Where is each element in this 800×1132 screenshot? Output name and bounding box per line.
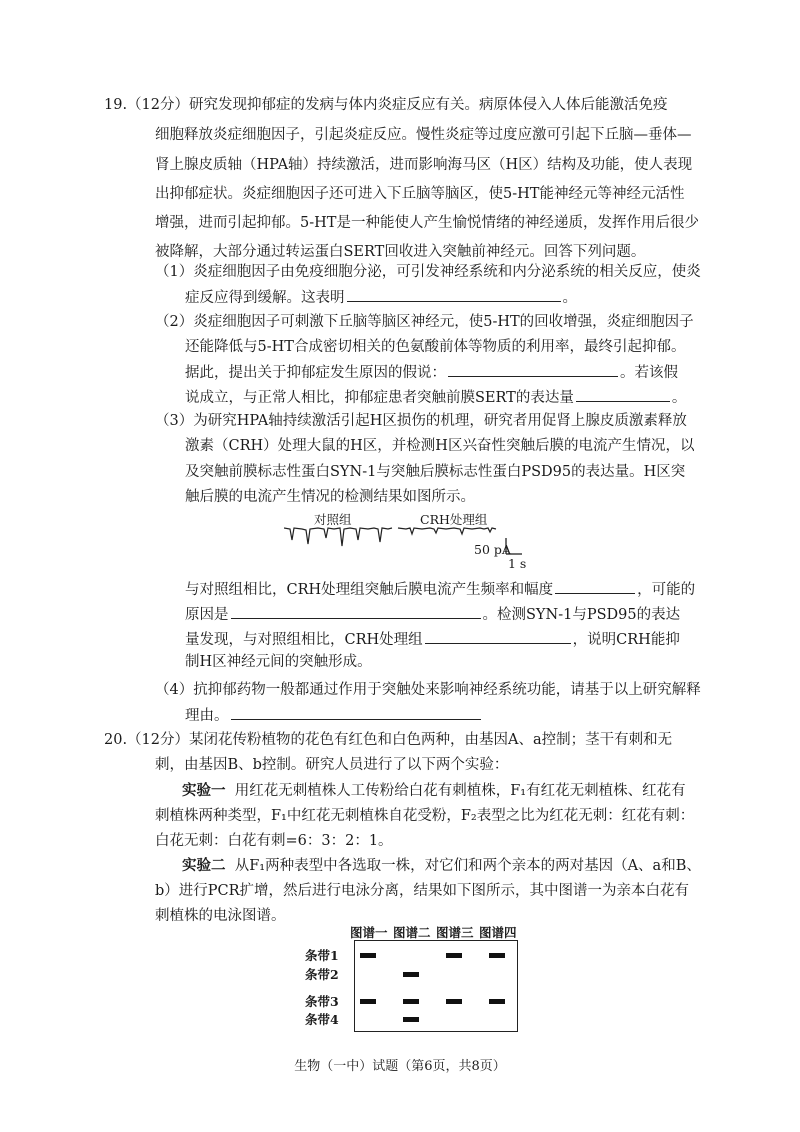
q19-part3-text-end: ，说明CRH能抑 bbox=[572, 632, 680, 648]
exp2-line-2: b）进行PCR扩增，然后进行电泳分离，结果如下图所示，其中图谱一为亲本白花有 bbox=[155, 883, 690, 899]
q19-part3-text: 原因是 bbox=[185, 607, 229, 623]
exp2-line-3: 刺植株的电泳图谱。 bbox=[155, 908, 286, 924]
q19-part1-line-1: （1）炎症细胞因子由免疫细胞分泌，可引发神经系统和内分泌系统的相关反应，使炎 bbox=[155, 264, 701, 280]
q19-part2-line-4 bbox=[185, 386, 686, 408]
q19-part4-line-2 bbox=[185, 704, 483, 726]
punct: 。 bbox=[562, 290, 577, 306]
exp1-title: 实验一 bbox=[182, 782, 226, 799]
q19-part2-text-end: 。若该假 bbox=[620, 365, 678, 381]
gel-band-lane3-band3 bbox=[446, 999, 462, 1004]
answer-blank-1[interactable] bbox=[347, 286, 561, 302]
answer-blank-7[interactable] bbox=[231, 704, 481, 720]
q19-part3-line-4: 触后膜的电流产生情况的检测结果如图所示。 bbox=[185, 489, 475, 505]
q20-line-1: 20.（12分）某闭花传粉植物的花色有红色和白色两种，由基因A、a控制；茎干有刺和无 bbox=[104, 732, 673, 748]
gel-band-lane2-band3 bbox=[403, 999, 419, 1004]
q19-line-4: 出抑郁症状。炎症细胞因子还可进入下丘脑等脑区，使5-HT能神经元等神经元活性 bbox=[155, 186, 685, 202]
q19-part2-line-3 bbox=[185, 361, 678, 383]
control-trace bbox=[284, 528, 392, 546]
exp1-line-1 bbox=[182, 781, 686, 801]
q19-part4-text: 理由。 bbox=[185, 708, 229, 724]
q19-line-2: 细胞释放炎症细胞因子，引起炎症反应。慢性炎症等过度应激可引起下丘脑—垂体— bbox=[155, 127, 692, 143]
scale-label-time: 1 s bbox=[508, 556, 527, 571]
gel-band-lane4-band1 bbox=[489, 953, 505, 958]
exp1-line-2: 刺植株两种类型，F₁中红花无刺植株自花受粉，F₂表型之比为红花无刺：红花有刺： bbox=[155, 808, 695, 824]
exp1-line-3: 白花无刺：白花有刺=6：3：2：1。 bbox=[155, 833, 393, 849]
punct: 。 bbox=[671, 390, 687, 406]
q19-part3-line-3: 及突触前膜标志性蛋白SYN-1与突触后膜标志性蛋白PSD95的表达量。H区突 bbox=[185, 464, 686, 480]
q19-part3-text: 量发现，与对照组相比，CRH处理组 bbox=[185, 632, 423, 648]
exp1-text: 用红花无刺植株人工传粉给白花有刺植株，F₁有红花无刺植株、红花有 bbox=[234, 783, 686, 799]
crh-trace bbox=[398, 528, 496, 534]
gel-band-lane1-band1 bbox=[360, 953, 376, 958]
band-label-4: 条带4 bbox=[305, 1012, 339, 1027]
q19-part2-text: 说成立，与正常人相比，抑郁症患者突触前膜SERT的表达量 bbox=[185, 390, 574, 406]
figure-label-control: 对照组 bbox=[314, 512, 352, 527]
gel-lane-header-4: 图谱四 bbox=[479, 925, 517, 940]
gel-band-lane2-band2 bbox=[403, 972, 419, 977]
answer-blank-5[interactable] bbox=[231, 603, 481, 619]
q19-part3-line-5 bbox=[185, 578, 695, 600]
q19-part3-text-end: 。检测SYN-1与PSD95的表达 bbox=[482, 607, 681, 623]
q19-part1-text: 症反应得到缓解。这表明 bbox=[185, 290, 345, 306]
answer-blank-4[interactable] bbox=[555, 578, 635, 594]
q19-line-5: 增强，进而引起抑郁。5-HT是一种能使人产生愉悦情绪的神经递质，发挥作用后很少 bbox=[155, 215, 699, 231]
q19-part3-text-end: ，可能的 bbox=[637, 582, 696, 598]
q19-part4-line-1: （4）抗抑郁药物一般都通过作用于突触处来影响神经系统功能，请基于以上研究解释 bbox=[155, 682, 701, 698]
q19-part2-line-1: （2）炎症细胞因子可刺激下丘脑等脑区神经元，使5-HT的回收增强，炎症细胞因子 bbox=[155, 314, 694, 330]
scale-label-current: 50 pA bbox=[474, 542, 511, 557]
band-label-1: 条带1 bbox=[305, 948, 339, 963]
q19-part3-line-2: 激素（CRH）处理大鼠的H区，并检测H区兴奋性突触后膜的电流产生情况，以 bbox=[185, 438, 695, 454]
gel-band-lane4-band3 bbox=[489, 999, 505, 1004]
q20-line-2: 刺，由基因B、b控制。研究人员进行了以下两个实验： bbox=[155, 757, 509, 773]
q19-line-1: 19.（12分）研究发现抑郁症的发病与体内炎症反应有关。病原体侵入人体后能激活免疫 bbox=[104, 97, 668, 113]
gel-band-lane3-band1 bbox=[446, 953, 462, 958]
gel-lane-header-1: 图谱一 bbox=[350, 925, 388, 940]
gel-lane-header-2: 图谱二 bbox=[393, 925, 431, 940]
figure-label-crh: CRH处理组 bbox=[420, 512, 488, 527]
q19-part1-line-2 bbox=[185, 286, 577, 308]
q19-part3-line-8: 制H区神经元间的突触形成。 bbox=[185, 654, 372, 670]
q19-part3-text: 与对照组相比，CRH处理组突触后膜电流产生频率和幅度 bbox=[185, 582, 554, 598]
answer-blank-2[interactable] bbox=[448, 361, 618, 377]
exp2-title: 实验二 bbox=[182, 857, 226, 874]
q19-part2-text: 据此，提出关于抑郁症发生原因的假说： bbox=[185, 365, 446, 381]
band-label-2: 条带2 bbox=[305, 967, 339, 982]
exp2-line-1 bbox=[182, 856, 701, 876]
q19-part2-line-2: 还能降低与5-HT合成密切相关的色氨酸前体等物质的利用率，最终引起抑郁。 bbox=[185, 339, 686, 355]
gel-lane-header-3: 图谱三 bbox=[436, 925, 474, 940]
answer-blank-3[interactable] bbox=[576, 386, 670, 402]
q19-part3-line-1: （3）为研究HPA轴持续激活引起H区损伤的机理，研究者用促肾上腺皮质激素释放 bbox=[155, 413, 687, 429]
q19-part3-line-7 bbox=[185, 628, 680, 650]
answer-blank-6[interactable] bbox=[425, 628, 571, 644]
page-footer: 生物（一中）试题（第6页，共8页） bbox=[294, 1059, 506, 1074]
gel-band-lane2-band4 bbox=[403, 1017, 419, 1022]
q19-line-3: 肾上腺皮质轴（HPA轴）持续激活，进而影响海马区（H区）结构及功能，使人表现 bbox=[155, 157, 693, 173]
gel-band-lane1-band3 bbox=[360, 999, 376, 1004]
q19-line-6: 被降解，大部分通过转运蛋白SERT回收进入突触前神经元。回答下列问题。 bbox=[155, 244, 646, 260]
q19-part3-line-6 bbox=[185, 603, 680, 625]
exp2-text: 从F₁两种表型中各选取一株，对它们和两个亲本的两对基因（A、a和B、 bbox=[234, 858, 701, 874]
band-label-3: 条带3 bbox=[305, 994, 339, 1009]
